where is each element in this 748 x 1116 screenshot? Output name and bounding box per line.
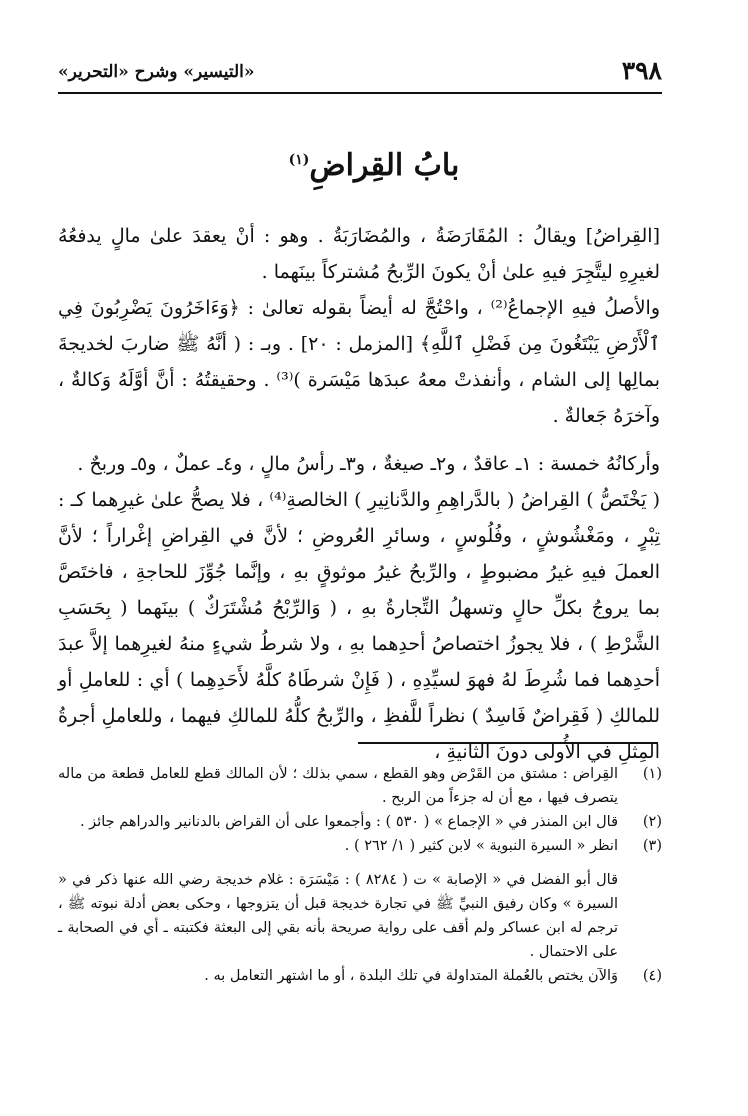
footnote xyxy=(58,762,662,810)
page-header xyxy=(58,56,662,90)
footnote-divider xyxy=(358,742,658,744)
chapter-title-text: بابُ القِراضِ xyxy=(309,148,460,183)
paragraph-definition: [القِراضُ] ويقالُ : المُقَارَضَةُ ، والمُضَارَبَةُ . وهو : أنْ يعقدَ علىٰ مالٍ يدفعُهُ لغيرِهِ ليتَّجِرَ فيهِ علىٰ أنْ يكونَ الرِّبحُ مُشتركاً بينَهما . xyxy=(58,225,660,283)
footnote xyxy=(58,810,662,834)
footnote-text: قال أبو الفضل في « الإصابة » ت ( ٨٢٨٤ ) : مَيْسَرَة : غلام خديجة رضي الله عنها ذكر في « السيرة » وكان رفيق النبيِّ ﷺ في تجارة خديجة قبل أن يتزوجها ، وحكى بعض أدلة نبوته ﷺ ، ترجم له ابن عساكر ولم أقف على رواية صريحة بأنه بقي إلى البعثة فكتبته ـ أي في الصحابة ـ على الاحتمال . xyxy=(58,872,618,960)
paragraph-rulings: ( يَخْتَصُّ ) القِراضُ ( بالدَّراهِمِ والدَّنانِيرِ ) الخالصةِ⁽⁴⁾ ، فلا يصحُّ علىٰ غيرِهما كـ : تِبْرٍ ، ومَغْشُوشٍ ، وفُلُوسٍ ، وسائرِ العُروضِ ؛ لأنَّ في القِراضِ إغْراراً ؛ لأنَّ العملَ فيهِ غيرُ مضبوطٍ ، والرِّبحُ غيرُ موثوقٍ بهِ ، وإنَّما جُوِّزَ للحاجةِ ، فاختَصَّ بما يروجُ بكلِّ حالٍ وتسهلُ التِّجارةُ بهِ ، ( وَالرِّبْحُ مُشْتَرَكٌ ) بينَهما ( بِحَسَبِ الشَّرْطِ ) ، فلا يجوزُ اختصاصُ أحدِهما بهِ ، ولا شرطُ شيءٍ منهُ لغيرِهما إلاَّ عبدَ أحدِهما فما شُرِطَ لهُ فهوَ لسيِّدِهِ ، ( فَإِنْ شرطَاهُ كلَّهُ لأَحَدِهِما ) أي : للعاملِ أو للمالكِ ( فَقِراضٌ فَاسِدٌ ) نظراً للَّفظِ ، والرِّبحُ كلُّهُ للمالكِ فيهما ، وللعاملِ أجرةُ المِثلِ في الأُولى دونَ الثانيةِ ، xyxy=(58,489,660,763)
header-divider xyxy=(58,92,662,94)
paragraph-origin: والأصلُ فيهِ الإجماعُ⁽²⁾ ، واحْتُجَّ له أيضاً بقوله تعالىٰ : ﴿وَءَاخَرُونَ يَضْرِبُونَ فِي ٱلْأَرْضِ يَبْتَغُونَ مِن فَضْلِ ٱللَّهِ﴾ [المزمل : ٢٠] . وبـ : ( أنَّهُ ﷺ ضاربَ لخديجةَ بمالِها إلى الشام ، وأنفذتْ معهُ عبدَها مَيْسَرة )⁽³⁾ . وحقيقتُهُ : أنَّ أوَّلَهُ وَكالةٌ ، وآخرَهُ جَعالةٌ . xyxy=(58,297,661,427)
running-title: «التيسير» وشرح «التحرير» xyxy=(58,62,255,82)
footnote-number: (١) xyxy=(642,766,662,782)
footnote-text: انظر « السيرة النبوية » لابن كثير ( ١/ ٢٦٢ ) . xyxy=(344,838,618,854)
footnote-text: وَالآن يختص بالعُملة المتداولة في تلك البلدة ، أو ما اشتهر التعامل به . xyxy=(204,968,618,984)
footnote xyxy=(58,964,662,988)
chapter-title xyxy=(0,148,748,183)
footnote-text: القِراض : مشتق من القَرْض وهو القطع ، سمي بذلك ؛ لأن المالك قطع للعامل قطعة من ماله يتصرف فيها ، مع أن له جزءاً من الربح . xyxy=(58,766,618,806)
footnote-number: (٢) xyxy=(642,814,662,830)
footnotes xyxy=(58,762,662,988)
footnote-text: قال ابن المنذر في « الإجماع » ( ٥٣٠ ) : وأجمعوا على أن القراض بالدنانير والدراهم جائز . xyxy=(79,814,618,830)
main-text xyxy=(58,218,660,770)
footnote-continuation xyxy=(58,868,662,964)
chapter-footnote-ref: (١) xyxy=(288,152,310,168)
page-number: ٣٩٨ xyxy=(621,56,662,85)
footnote-number: (٤) xyxy=(642,968,662,984)
footnote-number: (٣) xyxy=(642,838,662,854)
paragraph-pillars: وأركانُهُ خمسة : ١ـ عاقدٌ ، و٢ـ صيغةٌ ، و٣ـ رأسُ مالٍ ، و٤ـ عملٌ ، و٥ـ وربحٌ . xyxy=(77,453,660,475)
footnote xyxy=(58,834,662,858)
